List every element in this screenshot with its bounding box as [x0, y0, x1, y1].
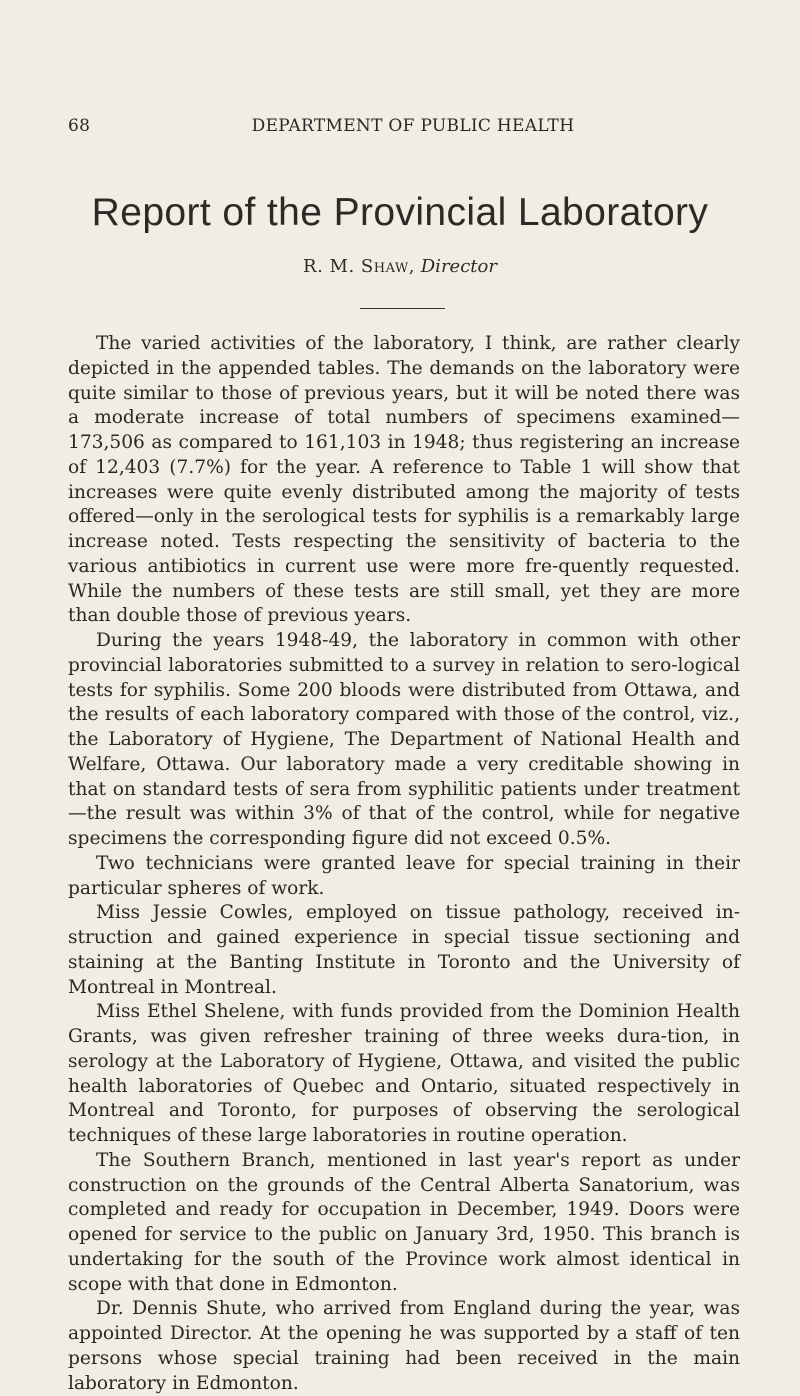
byline	[0, 256, 800, 277]
page-number: 68	[68, 116, 91, 136]
section-divider	[360, 308, 445, 309]
report-body	[68, 332, 740, 1396]
paragraph-shute: Dr. Dennis Shute, who arrived from England during the year, was appointed Director. At the opening he was supported by a staff of ten persons whose special training had been received in the main laboratory in Edmonton.	[68, 1298, 740, 1394]
paragraph-cowles: Miss Jessie Cowles, employed on tissue pathology, received in-struction and gained experience in special tissue sectioning and staining at the Banting Institute in Toronto and the University of Montreal in Montreal.	[68, 902, 740, 998]
author-role: Director	[420, 256, 497, 277]
author-name: R. M. Shaw,	[303, 256, 416, 277]
paragraph-shelene: Miss Ethel Shelene, with funds provided from the Dominion Health Grants, was given refresher training of three weeks dura-tion, in serology at the Laboratory of Hygiene, Ottawa, and visited the public health laboratories of Quebec and Ontario, situated respectively in Montreal and Toronto, for purposes of observing the serological techniques of these large laboratories in routine operation.	[68, 1001, 740, 1146]
report-title: Report of the Provincial Laboratory	[91, 191, 709, 234]
paragraph-survey: During the years 1948-49, the laboratory in common with other provincial laboratories submitted to a survey in relation to sero-logical tests for syphilis. Some 200 bloods were distributed from Ottawa, and the results of each laboratory compared with those of the control, viz., the Laboratory of Hygiene, The Department of National Health and Welfare, Ottawa. Our laboratory made a very creditable showing in that on standard tests of sera from syphilitic patients under treatment—the result was within 3% of that of the control, while for negative specimens the corresponding figure did not exceed 0.5%.	[68, 630, 740, 849]
running-header-title: DEPARTMENT OF PUBLIC HEALTH	[251, 116, 575, 136]
running-header	[68, 116, 740, 140]
paragraph-southern-branch: The Southern Branch, mentioned in last year's report as under construction on the grounds of the Central Alberta Sanatorium, was completed and ready for occupation in December, 1949. Doors were opened for service to the public on January 3rd, 1950. This branch is undertaking for the south of the Province work almost identical in scope with that done in Edmonton.	[68, 1149, 740, 1295]
paragraph-technicians: Two technicians were granted leave for special training in their particular spheres of work.	[68, 852, 740, 899]
paragraph-specimens: The varied activities of the laboratory, I think, are rather clearly depicted in the appended tables. The demands on the laboratory were quite similar to those of previous years, but it will be noted there was a moderate increase of total numbers of specimens examined—173,506 as compared to 161,103 in 1948; thus registering an increase of 12,403 (7.7%) for the year. A reference to Table 1 will show that increases were quite evenly distributed among the majority of tests offered—only in the serological tests for syphilis is a remarkably large increase noted. Tests respecting the sensitivity of bacteria to the various antibiotics in current use were more fre-quently requested. While the numbers of these tests are still small, yet they are more than double those of previous years.	[68, 333, 740, 627]
